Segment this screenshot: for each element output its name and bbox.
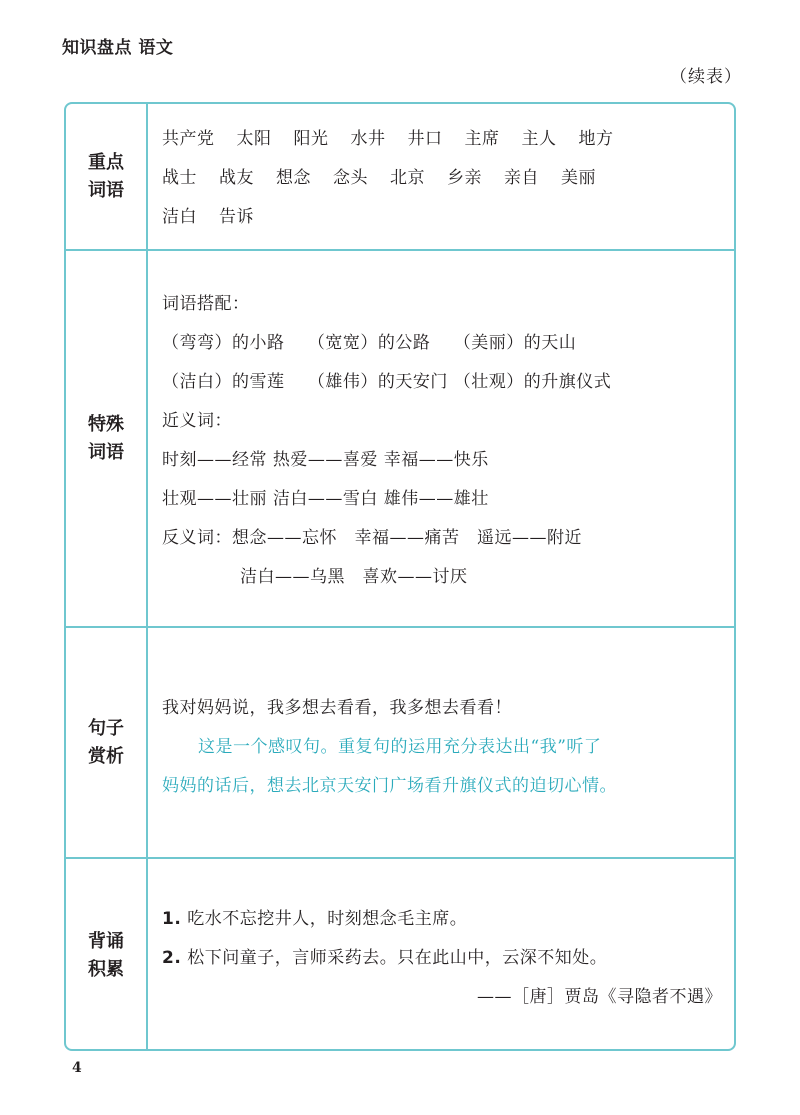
recite-item: [162, 943, 607, 968]
special-words-line: （弯弯）的小路 （宽宽）的公路 （美丽）的天山: [162, 333, 577, 353]
recite-item-text: 吃水不忘挖井人，时刻想念毛主席。: [187, 909, 468, 929]
word: 告诉: [219, 207, 254, 227]
label-line: 重点: [88, 151, 124, 173]
recite-item-number: 1.: [162, 909, 182, 929]
label-line: 背诵: [88, 931, 124, 952]
word: 洁白: [162, 207, 197, 227]
special-words-line: 近义词：: [162, 411, 232, 431]
continued-label: （续表）: [670, 67, 742, 87]
label-line: 句子: [88, 717, 124, 739]
word: 水井: [350, 129, 386, 149]
word: 战友: [219, 168, 254, 188]
word: 战士: [162, 168, 197, 188]
key-words-line-3: [162, 202, 276, 227]
word: 美丽: [561, 168, 596, 188]
special-words-line: 反义词：想念——忘怀 幸福——痛苦 遥远——附近: [162, 528, 582, 548]
special-words-content: [148, 251, 734, 626]
word: 想念: [276, 168, 311, 188]
word: 念头: [333, 168, 368, 188]
label-recitation: [66, 859, 148, 1051]
key-words-line-1: [162, 124, 636, 149]
special-words-line: 洁白——乌黑 喜欢——讨厌: [240, 567, 468, 587]
label-line: 积累: [88, 959, 124, 980]
special-words-line: 壮观——壮丽 洁白——雪白 雄伟——雄壮: [162, 489, 489, 509]
label-sentence-analysis: [66, 628, 148, 857]
key-words-line-2: [162, 163, 618, 188]
analysis-line: 这是一个感叹句。重复句的运用充分表达出“我”听了: [198, 737, 602, 757]
label-line: 词语: [88, 441, 124, 463]
word: 亲自: [504, 168, 539, 188]
word: 共产党: [162, 129, 215, 149]
word: 主席: [464, 129, 500, 149]
row-recitation: [66, 859, 734, 1051]
label-key-words: [66, 104, 148, 249]
page-header-title: 知识盘点 语文: [62, 38, 174, 58]
special-words-line: 词语搭配：: [162, 294, 250, 314]
sentence-analysis-content: [148, 628, 734, 857]
label-special-words: [66, 251, 148, 626]
word: 乡亲: [447, 168, 482, 188]
recitation-content: [148, 859, 734, 1051]
special-words-line: （洁白）的雪莲 （雄伟）的天安门 （壮观）的升旗仪式: [162, 372, 612, 392]
recite-item-text: 松下问童子，言师采药去。只在此山中，云深不知处。: [187, 948, 608, 968]
key-words-content: [148, 104, 734, 249]
page-number: 4: [72, 1060, 82, 1076]
recite-item: [162, 904, 467, 929]
word: 地方: [578, 129, 614, 149]
analysis-line: 妈妈的话后，想去北京天安门广场看升旗仪式的迫切心情。: [162, 776, 617, 796]
row-key-words: [66, 104, 734, 251]
row-sentence-analysis: [66, 628, 734, 859]
word: 主人: [521, 129, 557, 149]
label-line: 赏析: [88, 745, 124, 767]
poem-attribution: ——［唐］贾岛《寻隐者不遇》: [477, 987, 722, 1007]
word: 太阳: [236, 129, 272, 149]
knowledge-table: [64, 102, 736, 1051]
word: 北京: [390, 168, 425, 188]
recite-item-number: 2.: [162, 948, 182, 968]
example-sentence: 我对妈妈说，我多想去看看，我多想去看看！: [162, 698, 512, 718]
label-line: 特殊: [88, 413, 124, 435]
special-words-line: 时刻——经常 热爱——喜爱 幸福——快乐: [162, 450, 489, 470]
word: 井口: [407, 129, 443, 149]
row-special-words: [66, 251, 734, 628]
word: 阳光: [293, 129, 329, 149]
label-line: 词语: [88, 179, 124, 201]
